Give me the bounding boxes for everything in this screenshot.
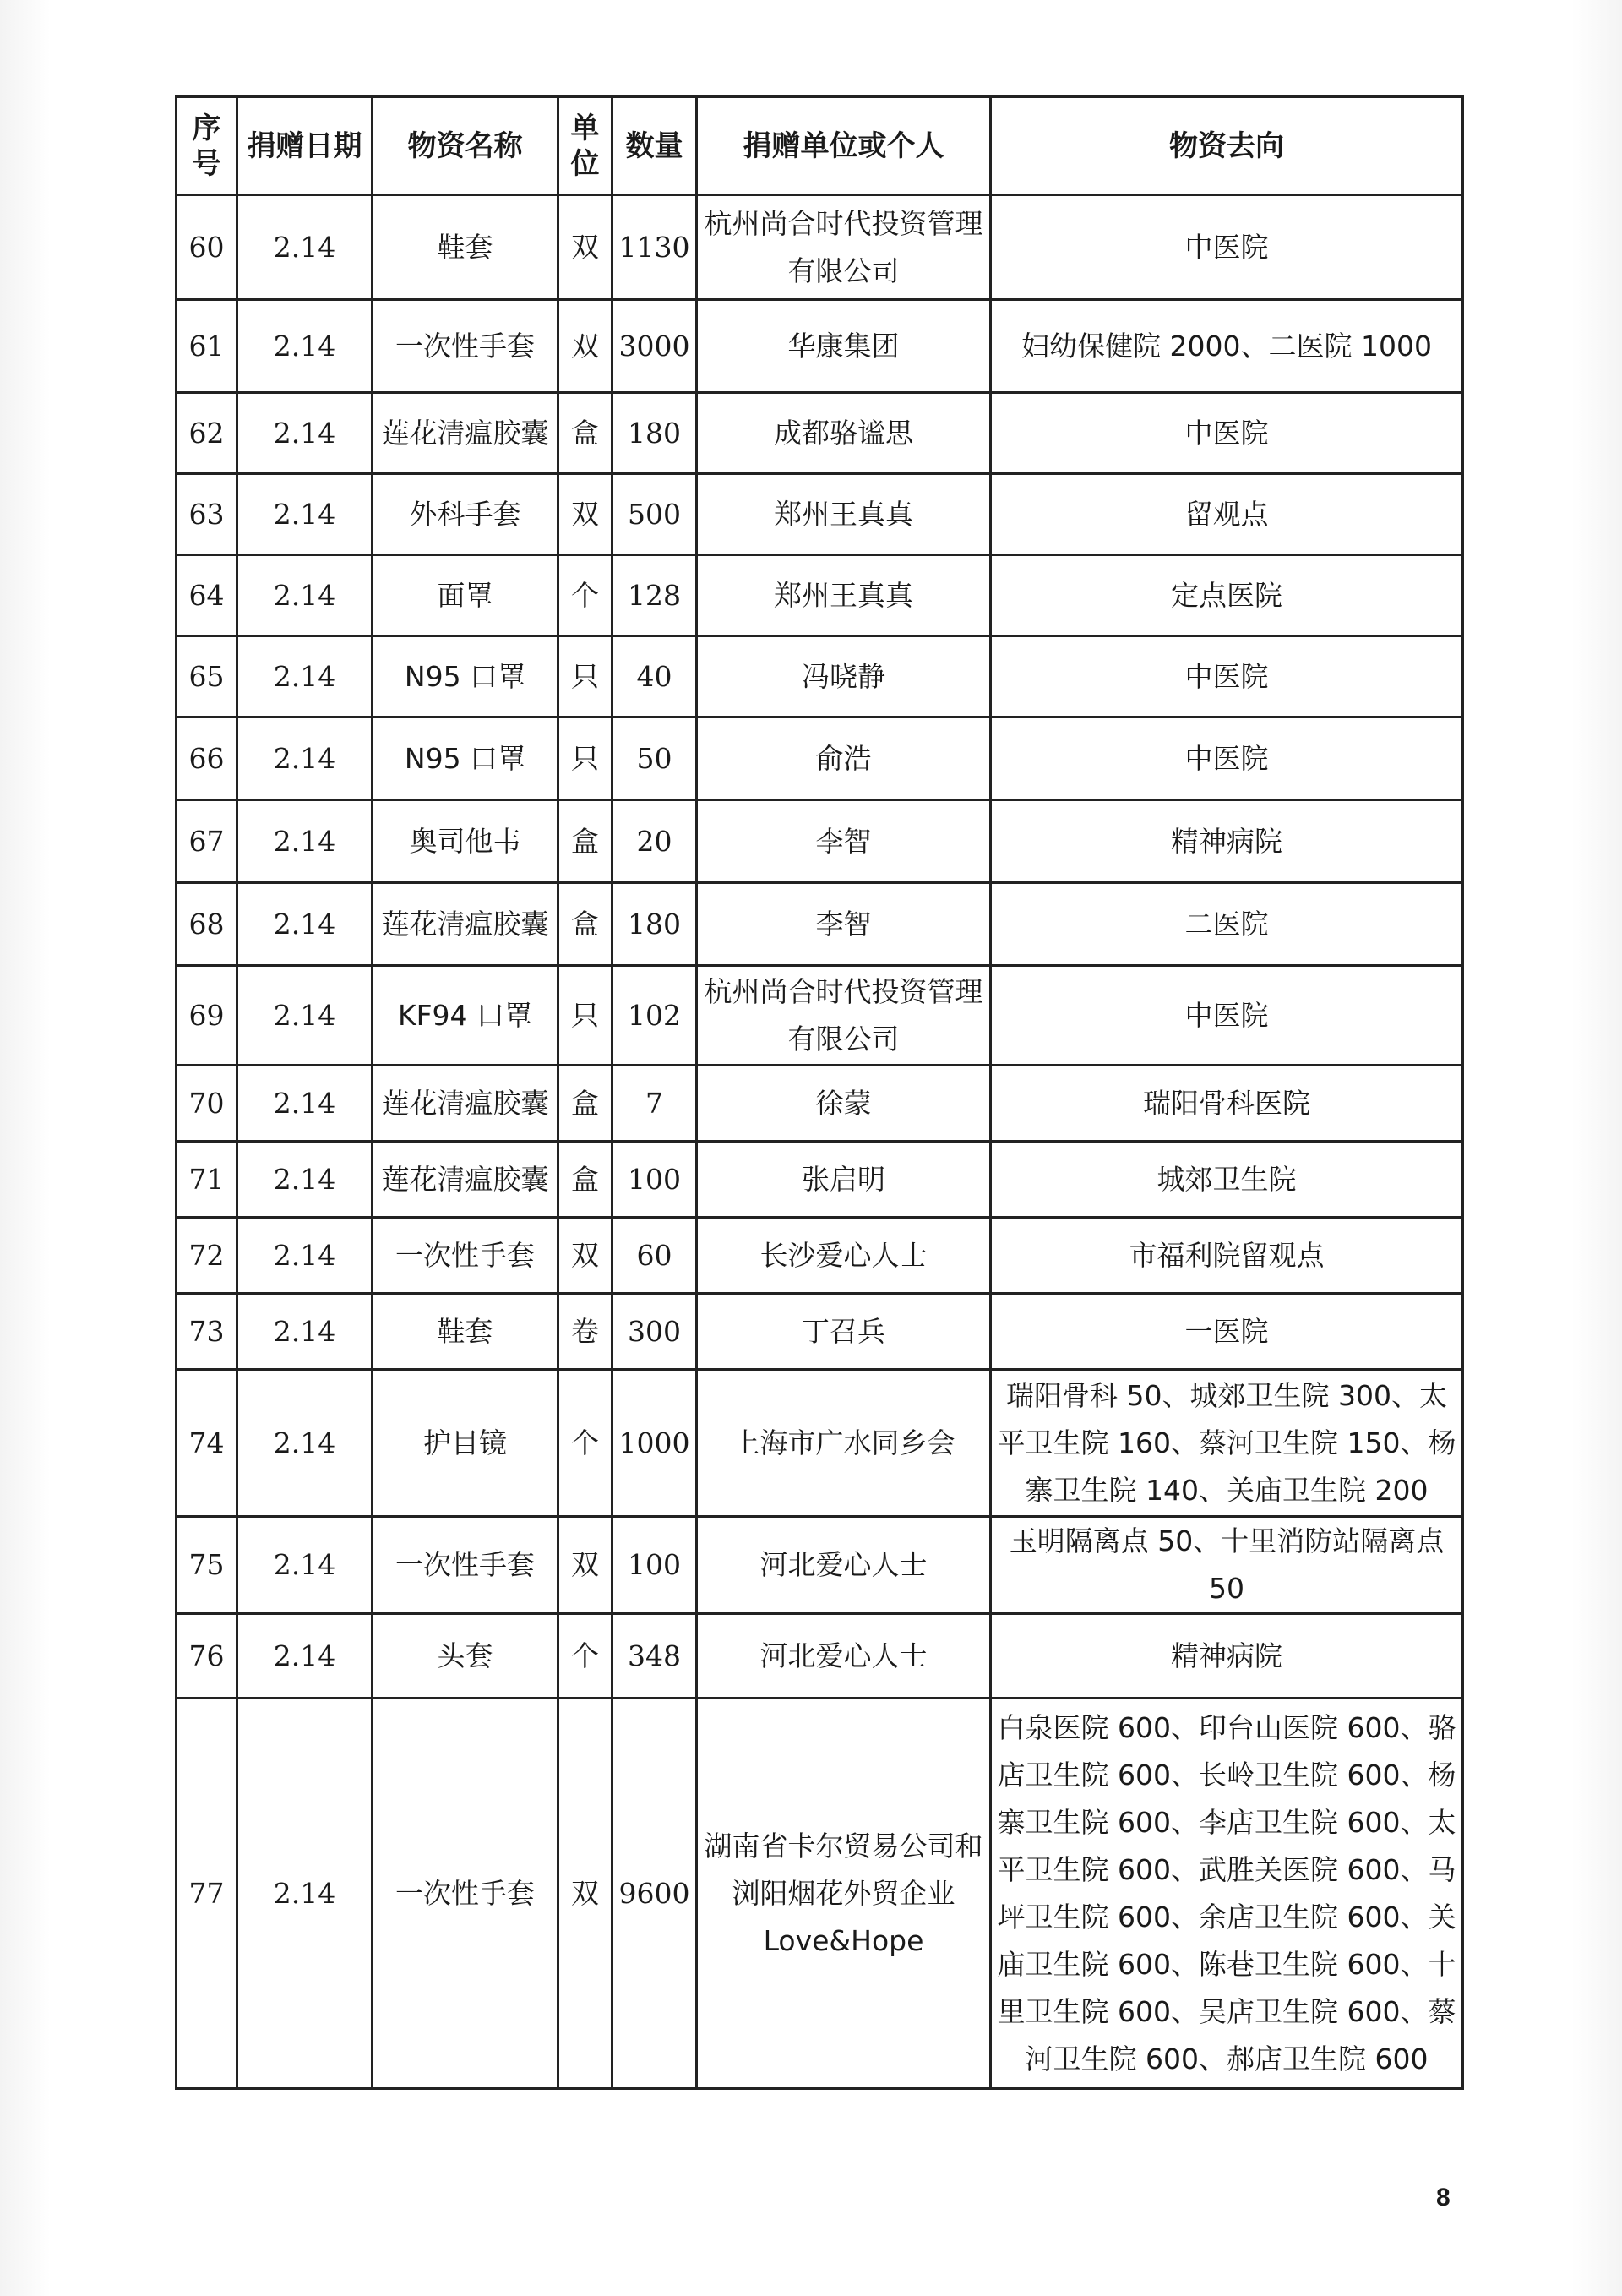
cell-donor: 杭州尚合时代投资管理有限公司 (697, 966, 991, 1066)
cell-date: 2.14 (237, 1517, 373, 1614)
cell-qty: 128 (612, 555, 697, 636)
cell-unit: 盒 (558, 393, 612, 474)
cell-qty: 20 (612, 800, 697, 883)
cell-unit: 卷 (558, 1294, 612, 1370)
cell-dest: 中医院 (991, 393, 1463, 474)
table-row (177, 717, 1463, 800)
header-donor: 捐赠单位或个人 (697, 97, 991, 195)
cell-dest: 中医院 (991, 195, 1463, 300)
cell-qty: 7 (612, 1066, 697, 1142)
cell-donor: 郑州王真真 (697, 474, 991, 555)
cell-dest: 二医院 (991, 883, 1463, 966)
cell-name: 莲花清瘟胶囊 (373, 1066, 558, 1142)
cell-unit: 个 (558, 1370, 612, 1517)
cell-dest: 一医院 (991, 1294, 1463, 1370)
table-row (177, 1294, 1463, 1370)
cell-donor: 冯晓静 (697, 636, 991, 717)
cell-seq: 62 (177, 393, 237, 474)
table-row (177, 636, 1463, 717)
table-row (177, 883, 1463, 966)
cell-name: 奥司他韦 (373, 800, 558, 883)
header-unit: 单位 (558, 97, 612, 195)
cell-qty: 300 (612, 1294, 697, 1370)
table-row (177, 1218, 1463, 1294)
cell-dest: 市福利院留观点 (991, 1218, 1463, 1294)
table-row (177, 474, 1463, 555)
cell-name: 一次性手套 (373, 1218, 558, 1294)
cell-seq: 63 (177, 474, 237, 555)
cell-dest: 中医院 (991, 636, 1463, 717)
cell-date: 2.14 (237, 883, 373, 966)
cell-seq: 60 (177, 195, 237, 300)
cell-donor: 长沙爱心人士 (697, 1218, 991, 1294)
cell-unit: 只 (558, 636, 612, 717)
cell-donor: 成都骆谧思 (697, 393, 991, 474)
header-row (177, 97, 1463, 195)
cell-donor: 徐蒙 (697, 1066, 991, 1142)
cell-date: 2.14 (237, 1614, 373, 1699)
cell-dest: 留观点 (991, 474, 1463, 555)
cell-unit: 双 (558, 1699, 612, 2089)
cell-donor: 张启明 (697, 1142, 991, 1218)
cell-dest: 中医院 (991, 966, 1463, 1066)
cell-unit: 双 (558, 1517, 612, 1614)
cell-date: 2.14 (237, 636, 373, 717)
cell-seq: 69 (177, 966, 237, 1066)
cell-unit: 盒 (558, 1142, 612, 1218)
table-row (177, 300, 1463, 393)
cell-donor: 俞浩 (697, 717, 991, 800)
header-name: 物资名称 (373, 97, 558, 195)
cell-qty: 1000 (612, 1370, 697, 1517)
cell-dest: 城郊卫生院 (991, 1142, 1463, 1218)
cell-qty: 3000 (612, 300, 697, 393)
cell-seq: 65 (177, 636, 237, 717)
cell-date: 2.14 (237, 1218, 373, 1294)
cell-seq: 76 (177, 1614, 237, 1699)
cell-seq: 61 (177, 300, 237, 393)
cell-qty: 500 (612, 474, 697, 555)
cell-dest: 妇幼保健院 2000、二医院 1000 (991, 300, 1463, 393)
cell-dest: 瑞阳骨科 50、城郊卫生院 300、太平卫生院 160、蔡河卫生院 150、杨寨卫生院 140、关庙卫生院 200 (991, 1370, 1463, 1517)
cell-qty: 9600 (612, 1699, 697, 2089)
cell-seq: 67 (177, 800, 237, 883)
cell-name: N95 口罩 (373, 636, 558, 717)
cell-name: 一次性手套 (373, 300, 558, 393)
cell-seq: 77 (177, 1699, 237, 2089)
table-row (177, 1066, 1463, 1142)
cell-donor: 杭州尚合时代投资管理有限公司 (697, 195, 991, 300)
table-row (177, 1614, 1463, 1699)
cell-seq: 66 (177, 717, 237, 800)
cell-date: 2.14 (237, 966, 373, 1066)
table-row (177, 1370, 1463, 1517)
cell-seq: 75 (177, 1517, 237, 1614)
cell-dest: 中医院 (991, 717, 1463, 800)
cell-date: 2.14 (237, 1066, 373, 1142)
cell-name: KF94 口罩 (373, 966, 558, 1066)
cell-date: 2.14 (237, 800, 373, 883)
cell-dest: 精神病院 (991, 1614, 1463, 1699)
cell-seq: 74 (177, 1370, 237, 1517)
cell-name: 一次性手套 (373, 1517, 558, 1614)
table-row (177, 1699, 1463, 2089)
cell-unit: 双 (558, 1218, 612, 1294)
cell-date: 2.14 (237, 195, 373, 300)
header-dest: 物资去向 (991, 97, 1463, 195)
cell-name: 鞋套 (373, 195, 558, 300)
header-qty: 数量 (612, 97, 697, 195)
cell-unit: 个 (558, 1614, 612, 1699)
cell-seq: 72 (177, 1218, 237, 1294)
cell-date: 2.14 (237, 393, 373, 474)
cell-name: 鞋套 (373, 1294, 558, 1370)
cell-dest: 玉明隔离点 50、十里消防站隔离点 50 (991, 1517, 1463, 1614)
cell-qty: 40 (612, 636, 697, 717)
page-number: 8 (1436, 2184, 1451, 2211)
table-row (177, 966, 1463, 1066)
cell-donor: 郑州王真真 (697, 555, 991, 636)
cell-date: 2.14 (237, 1142, 373, 1218)
cell-qty: 348 (612, 1614, 697, 1699)
cell-dest: 瑞阳骨科医院 (991, 1066, 1463, 1142)
cell-date: 2.14 (237, 300, 373, 393)
cell-donor: 河北爱心人士 (697, 1517, 991, 1614)
cell-date: 2.14 (237, 1370, 373, 1517)
cell-unit: 盒 (558, 800, 612, 883)
cell-date: 2.14 (237, 555, 373, 636)
cell-qty: 180 (612, 393, 697, 474)
cell-name: 一次性手套 (373, 1699, 558, 2089)
table-row (177, 800, 1463, 883)
cell-dest: 白泉医院 600、印台山医院 600、骆店卫生院 600、长岭卫生院 600、杨寨卫生院 600、李店卫生院 600、太平卫生院 600、武胜关医院 600、马坪卫生院 600、余店卫生院 600、关庙卫生院 600、陈巷卫生院 600、十里卫生院 600、吴店卫生院 600、蔡河卫生院 600、郝店卫生院 600 (991, 1699, 1463, 2089)
table-row (177, 393, 1463, 474)
cell-qty: 100 (612, 1517, 697, 1614)
table-row (177, 555, 1463, 636)
cell-unit: 只 (558, 966, 612, 1066)
cell-unit: 双 (558, 195, 612, 300)
cell-dest: 精神病院 (991, 800, 1463, 883)
cell-donor: 李智 (697, 883, 991, 966)
cell-name: 护目镜 (373, 1370, 558, 1517)
cell-unit: 盒 (558, 883, 612, 966)
cell-qty: 50 (612, 717, 697, 800)
cell-name: 头套 (373, 1614, 558, 1699)
cell-name: 莲花清瘟胶囊 (373, 1142, 558, 1218)
cell-donor: 上海市广水同乡会 (697, 1370, 991, 1517)
header-seq: 序号 (177, 97, 237, 195)
cell-name: 莲花清瘟胶囊 (373, 883, 558, 966)
cell-donor: 李智 (697, 800, 991, 883)
cell-qty: 180 (612, 883, 697, 966)
cell-date: 2.14 (237, 474, 373, 555)
cell-qty: 100 (612, 1142, 697, 1218)
cell-seq: 68 (177, 883, 237, 966)
cell-seq: 71 (177, 1142, 237, 1218)
table-row (177, 1142, 1463, 1218)
cell-name: 外科手套 (373, 474, 558, 555)
cell-donor: 河北爱心人士 (697, 1614, 991, 1699)
cell-name: 面罩 (373, 555, 558, 636)
cell-name: N95 口罩 (373, 717, 558, 800)
cell-donor: 华康集团 (697, 300, 991, 393)
donation-register-table (175, 95, 1464, 2090)
cell-name: 莲花清瘟胶囊 (373, 393, 558, 474)
cell-date: 2.14 (237, 1699, 373, 2089)
cell-qty: 1130 (612, 195, 697, 300)
cell-unit: 双 (558, 300, 612, 393)
cell-seq: 73 (177, 1294, 237, 1370)
cell-qty: 60 (612, 1218, 697, 1294)
header-date: 捐赠日期 (237, 97, 373, 195)
cell-seq: 64 (177, 555, 237, 636)
table-row (177, 1517, 1463, 1614)
cell-date: 2.14 (237, 717, 373, 800)
cell-unit: 盒 (558, 1066, 612, 1142)
cell-donor: 丁召兵 (697, 1294, 991, 1370)
table-row (177, 195, 1463, 300)
cell-donor: 湖南省卡尔贸易公司和浏阳烟花外贸企业 Love&Hope (697, 1699, 991, 2089)
cell-unit: 双 (558, 474, 612, 555)
cell-dest: 定点医院 (991, 555, 1463, 636)
cell-date: 2.14 (237, 1294, 373, 1370)
cell-unit: 只 (558, 717, 612, 800)
cell-seq: 70 (177, 1066, 237, 1142)
cell-qty: 102 (612, 966, 697, 1066)
cell-unit: 个 (558, 555, 612, 636)
